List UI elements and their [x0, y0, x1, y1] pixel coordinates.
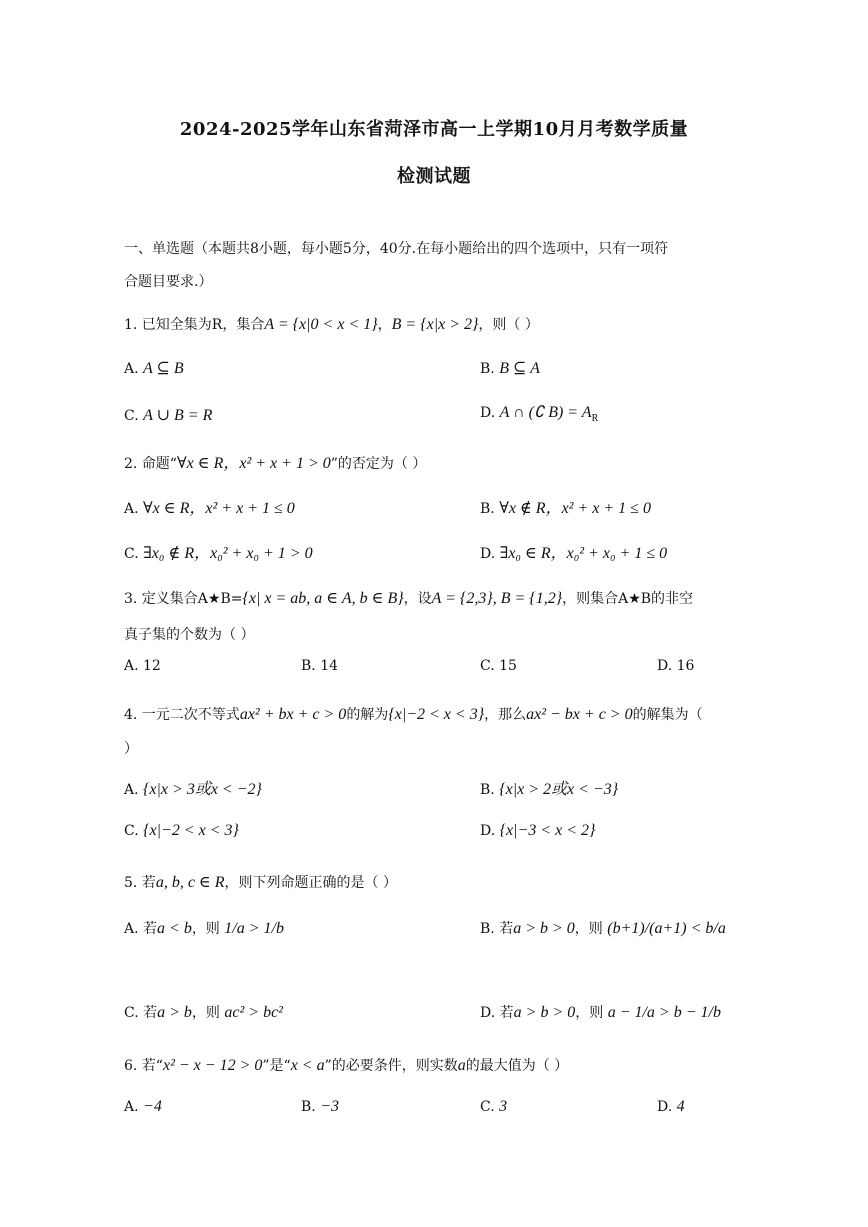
question-3-option-d: D. 16 [657, 658, 695, 674]
question-1-option-b: B. B ⊆ A [480, 360, 540, 377]
question-5-option-b-result: (b+1)/(a+1) < b/a [607, 920, 726, 937]
title-line-2: 检测试题 [397, 166, 471, 187]
question-6-stem: 6. 若“x² − x − 12 > 0”是“x < a”的必要条件，则实数a的最大值为（ ） [124, 1057, 569, 1074]
question-2-option-c: C. ∃x₀ ∉ R，x₀² + x₀ + 1 > 0 [124, 545, 313, 562]
question-3-option-a: A. 12 [124, 658, 161, 674]
question-3-stem: 3. 定义集合A★B={x| x = ab, a ∈ A, b ∈ B}，设A = {2,3}, B = {1,2}，则集合A★B的非空 [124, 590, 694, 607]
question-3-stem-line-2: 真子集的个数为（ ） [124, 627, 255, 643]
question-2-option-a: A. ∀x ∈ R，x² + x + 1 ≤ 0 [124, 500, 295, 517]
question-5-option-d: D. 若a > b > 0，则 a − 1/a > b − 1/b [480, 1004, 721, 1021]
question-5-option-a: A. 若a < b，则 1/a > 1/b [124, 920, 284, 937]
question-5-stem: 5. 若a, b, c ∈ R，则下列命题正确的是（ ） [124, 874, 397, 891]
question-4-stem-line-2: ） [124, 741, 138, 757]
question-6-option-a: A. −4 [124, 1098, 162, 1115]
question-2-option-b: B. ∀x ∉ R，x² + x + 1 ≤ 0 [480, 500, 651, 517]
question-3-option-b: B. 14 [301, 658, 339, 674]
question-4-option-b: B. {x|x > 2或x < −3} [480, 781, 619, 798]
question-4-option-a: A. {x|x > 3或x < −2} [124, 781, 262, 798]
question-1-option-c: C. A ∪ B = R [124, 407, 213, 424]
question-5-option-c-result: ac² > bc² [224, 1004, 283, 1021]
question-4-option-d: D. {x|−3 < x < 2} [480, 822, 596, 839]
section-heading-line-1: 一、单选题（本题共8小题，每小题5分，40分.在每小题给出的四个选项中，只有一项符 [124, 241, 669, 257]
question-5-option-d-result: a − 1/a > b − 1/b [607, 1004, 721, 1021]
question-2-option-d: D. ∃x₀ ∈ R，x₀² + x₀ + 1 ≤ 0 [480, 545, 668, 562]
question-1-option-a: A. A ⊆ B [124, 360, 184, 377]
title-line-1: 2024-2025学年山东省菏泽市高一上学期10月月考数学质量 [179, 119, 689, 140]
question-6-option-d: D. 4 [657, 1098, 685, 1115]
question-4-option-c: C. {x|−2 < x < 3} [124, 822, 239, 839]
section-heading-line-2: 合题目要求.） [124, 274, 213, 290]
question-5-option-a-result: 1/a > 1/b [224, 920, 284, 937]
question-6-option-b: B. −3 [301, 1098, 339, 1115]
question-4-stem: 4. 一元二次不等式ax² + bx + c > 0的解为{x|−2 < x < 3}，那么ax² − bx + c > 0的解集为（ [124, 706, 703, 723]
question-2-stem: 2. 命题“∀x ∈ R，x² + x + 1 > 0”的否定为（ ） [124, 455, 427, 472]
question-5-option-b: B. 若a > b > 0，则 (b+1)/(a+1) < b/a [480, 920, 726, 937]
question-3-option-c: C. 15 [480, 658, 517, 674]
question-5-option-c: C. 若a > b，则 ac² > bc² [124, 1004, 283, 1021]
question-6-option-c: C. 3 [480, 1098, 508, 1115]
question-1-option-d: D. A ∩ (∁ $B) = A_R$ [480, 404, 599, 424]
question-1-stem: 1. 已知全集为R，集合A = {x|0 < x < 1}，B = {x|x > 2}，则（ ） [124, 316, 539, 333]
